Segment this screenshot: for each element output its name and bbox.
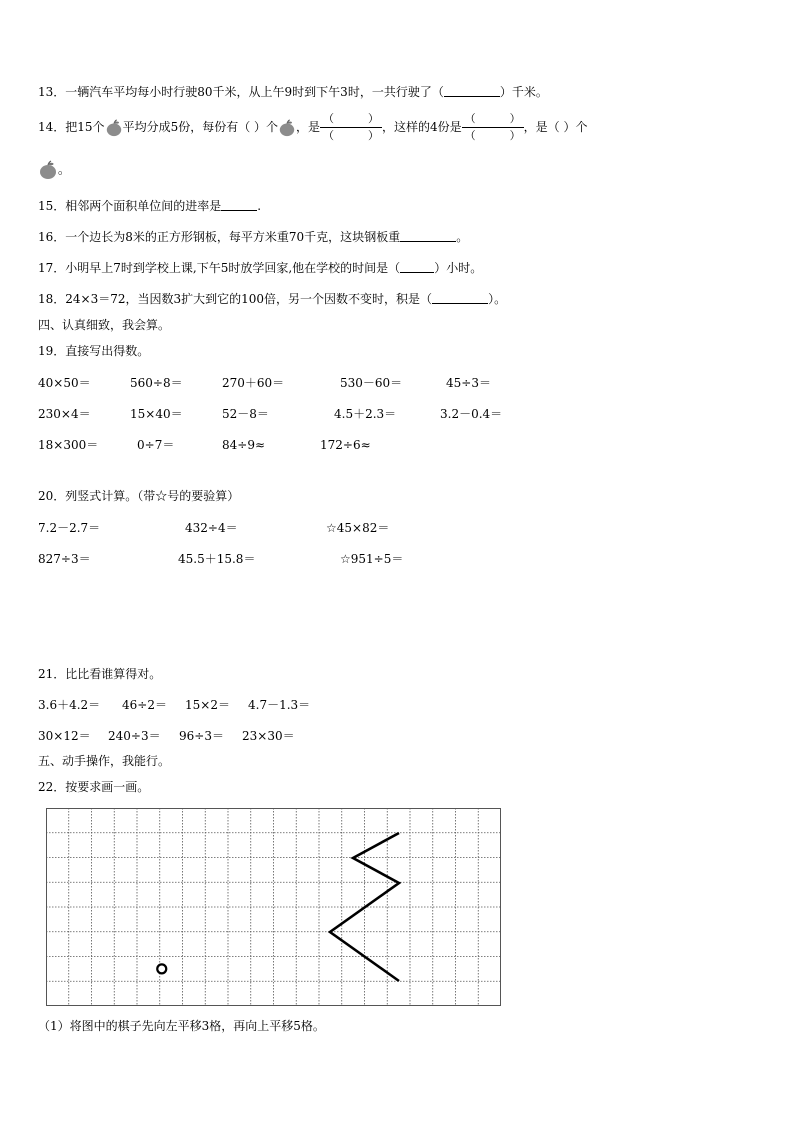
question-number: 16． [38,230,66,244]
question-number: 17． [38,261,66,275]
question-19-title: 19．直接写出得数。 [38,344,150,358]
calc-item: 172÷6≈ [320,438,371,452]
question-13 [38,84,548,100]
question-text-end: . [257,199,262,213]
drawing-grid[interactable] [46,808,501,1006]
answer-blank[interactable] [444,84,500,97]
calc-item: 7.2－2.7＝ [38,521,101,535]
question-text: 小明早上7时到学校上课,下午5时放学回家,他在学校的时间是（ [65,261,401,275]
apple-icon [105,119,123,137]
calc-item: 827÷3＝ [38,552,91,566]
question-text: ，是 [296,120,321,134]
calc-item: 240÷3＝ [108,729,161,743]
question-text-end: ）。 [488,292,507,306]
fraction-bar [320,127,382,128]
paren-open: （ [323,112,335,125]
question-number: 13． [38,85,66,99]
calc-item: 230×4＝ [38,407,91,421]
paren-open: （ [464,112,476,125]
calc-item: 15×2＝ [185,698,230,712]
grid-svg [46,808,501,1006]
calc-item: 4.5＋2.3＝ [334,407,397,421]
question-14-continuation [38,160,70,180]
calc-item: 432÷4＝ [185,521,238,535]
calc-item: 46÷2＝ [122,698,167,712]
calc-item: 560÷8＝ [130,376,183,390]
calc-item: 96÷3＝ [179,729,224,743]
calc-item: 45÷3＝ [446,376,491,390]
calc-item: 45.5＋15.8＝ [178,552,256,566]
question-number: 15． [38,199,66,213]
question-text: 一个边长为8米的正方形钢板，每平方米重70千克，这块钢板重 [65,230,401,244]
paren-open: （ [464,129,476,142]
calc-item: 30×12＝ [38,729,91,743]
question-number: 18． [38,292,66,306]
calc-item: 23×30＝ [242,729,295,743]
question-text: 24×3＝72，当因数3扩大到它的100倍，另一个因数不变时，积是（ [65,292,433,306]
paren-close: ） [368,129,380,142]
apple-icon [278,119,296,137]
question-20-title: 20．列竖式计算。（带☆号的要验算） [38,489,240,503]
calc-item: 18×300＝ [38,438,99,452]
answer-blank[interactable] [221,198,257,211]
paren-close: ） [368,112,380,125]
question-15 [38,198,261,214]
chess-piece[interactable] [157,964,166,973]
calc-item: 3.2－0.4＝ [440,407,503,421]
calc-item: ☆951÷5＝ [340,552,404,566]
answer-blank[interactable] [400,229,456,242]
calc-item: ☆45×82＝ [326,521,390,535]
question-text: 平均分成5份，每份有（ ）个 [122,120,279,134]
fraction-blank-2[interactable] [462,112,524,143]
calc-item: 84÷9≈ [222,438,266,452]
question-text: ，这样的4份是 [382,120,462,134]
calc-item: 0÷7＝ [137,438,175,452]
question-text: 把15个 [65,120,105,134]
fraction-blank-1[interactable] [320,112,382,143]
grid-lines [46,808,501,1006]
apple-icon [38,160,58,180]
question-14 [38,112,588,143]
question-18 [38,291,506,307]
question-17 [38,260,482,276]
question-22-title: 22．按要求画一画。 [38,780,150,794]
calc-item: 270＋60＝ [222,376,285,390]
calc-item: 3.6＋4.2＝ [38,698,101,712]
answer-blank[interactable] [400,260,434,273]
question-text: ，是（ ）个 [523,120,588,134]
question-text: 一辆汽车平均每小时行驶80千米，从上午9时到下午3时，一共行驶了（ [65,85,444,99]
answer-blank[interactable] [432,291,488,304]
paren-close: ） [509,129,521,142]
question-text-end: ）千米。 [499,85,548,99]
question-text-end: 。 [58,162,71,177]
calc-item: 52－8＝ [222,407,269,421]
section-heading-5: 五、动手操作，我能行。 [38,754,171,768]
question-text-end: 。 [456,230,469,244]
paren-open: （ [323,129,335,142]
calc-item: 530－60＝ [340,376,403,390]
question-text-end: ）小时。 [434,261,483,275]
question-number: 14． [38,120,66,134]
question-16 [38,229,468,245]
calc-item: 15×40＝ [130,407,183,421]
calc-item: 4.7－1.3＝ [248,698,311,712]
section-heading-4: 四、认真细致，我会算。 [38,318,171,332]
paren-close: ） [509,112,521,125]
fraction-bar [462,127,524,128]
question-text: 相邻两个面积单位间的进率是 [65,199,222,213]
calc-item: 40×50＝ [38,376,91,390]
question-21-title: 21．比比看谁算得对。 [38,667,162,681]
question-22-sub1: （1）将图中的棋子先向左平移3格，再向上平移5格。 [38,1019,325,1033]
